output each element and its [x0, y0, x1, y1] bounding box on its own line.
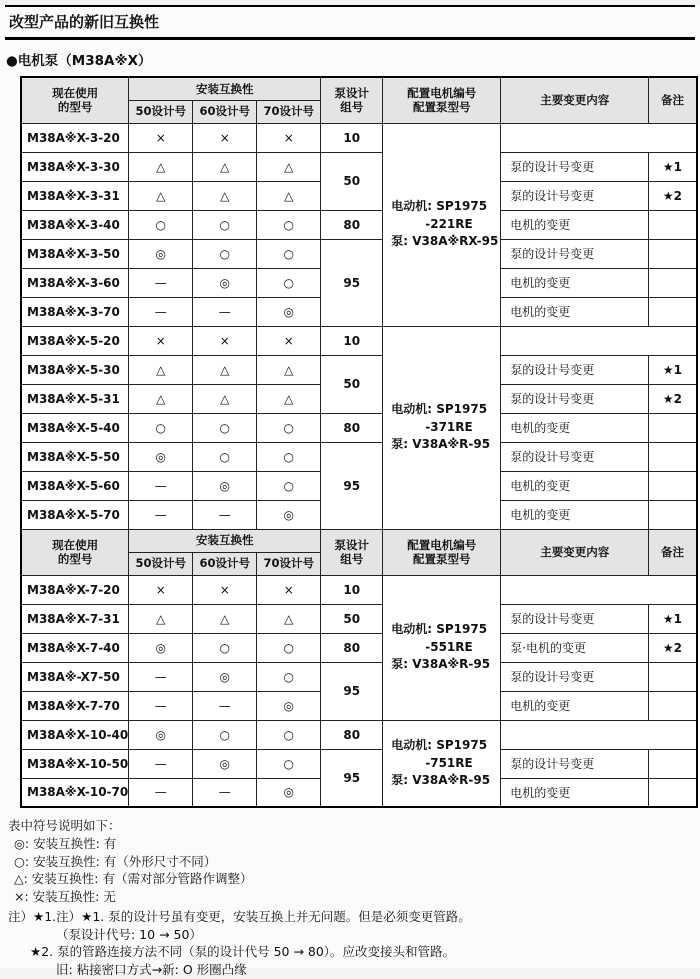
compat-symbol-cell: ○	[193, 442, 257, 471]
compat-symbol-cell: △	[129, 384, 193, 413]
compat-symbol-cell: ◎	[129, 720, 193, 749]
config-line: -751RE	[425, 755, 473, 770]
model-cell: M38A※X-5-70	[21, 500, 129, 529]
pump-group-cell: 80	[321, 210, 383, 239]
legend-item: ×: 安装互换性: 无	[14, 889, 116, 904]
compat-symbol-cell: ×	[129, 326, 193, 355]
notes	[8, 908, 700, 979]
compat-symbol-cell: ◎	[193, 471, 257, 500]
compat-symbol-cell: ×	[193, 326, 257, 355]
diagonal-cell	[501, 123, 697, 152]
compat-symbol-cell: ○	[193, 239, 257, 268]
compat-symbol-cell: △	[193, 384, 257, 413]
compat-symbol-cell: ○	[257, 442, 321, 471]
table-row	[21, 633, 697, 662]
change-cell: 泵的设计号变更	[501, 181, 649, 210]
table-row	[21, 123, 697, 152]
col-header-model: 现在使用 的型号	[21, 77, 129, 123]
pump-group-cell: 95	[321, 239, 383, 326]
table-row	[21, 604, 697, 633]
remark-cell	[649, 239, 697, 268]
col-header-design50: 50设计号	[129, 100, 193, 123]
change-cell: 电机的变更	[501, 297, 649, 326]
table-row	[21, 326, 697, 355]
change-cell: 泵的设计号变更	[501, 355, 649, 384]
config-line: -371RE	[425, 419, 473, 434]
compat-symbol-cell: —	[129, 778, 193, 807]
compat-symbol-cell: △	[129, 604, 193, 633]
compat-symbol-cell: —	[129, 662, 193, 691]
change-cell: 泵的设计号变更	[501, 442, 649, 471]
change-cell: 电机的变更	[501, 691, 649, 720]
compat-symbol-cell: ○	[193, 210, 257, 239]
compat-symbol-cell: —	[193, 778, 257, 807]
col-header-design60: 60设计号	[193, 100, 257, 123]
remark-cell	[649, 442, 697, 471]
compat-symbol-cell: —	[129, 268, 193, 297]
table-row	[21, 413, 697, 442]
model-cell: M38A※X-3-60	[21, 268, 129, 297]
col-header-remark: 备注	[649, 77, 697, 123]
table-row	[21, 152, 697, 181]
config-cell	[383, 575, 501, 720]
table-row	[21, 575, 697, 604]
note-line: 旧: 粘接密口方式→新: O 形圈凸缘	[56, 962, 247, 977]
symbol-legend	[8, 817, 700, 906]
table-header-row	[21, 529, 697, 552]
remark-cell: ★1	[649, 604, 697, 633]
remark-cell	[649, 297, 697, 326]
legend-intro: 表中符号说明如下：	[8, 818, 121, 833]
table-row	[21, 442, 697, 471]
compat-symbol-cell: ×	[129, 575, 193, 604]
config-cell	[383, 123, 501, 326]
model-cell: M38A※X-5-30	[21, 355, 129, 384]
model-cell: M38A※X-3-70	[21, 297, 129, 326]
compat-symbol-cell: ×	[193, 575, 257, 604]
model-cell: M38A※X-5-20	[21, 326, 129, 355]
compat-symbol-cell: —	[193, 691, 257, 720]
remark-cell: ★1	[649, 152, 697, 181]
col-header-model: 现在使用 的型号	[21, 529, 129, 575]
compat-symbol-cell: △	[129, 152, 193, 181]
compat-symbol-cell: —	[129, 691, 193, 720]
pump-group-cell: 80	[321, 633, 383, 662]
compat-symbol-cell: ○	[257, 749, 321, 778]
remark-cell	[649, 413, 697, 442]
remark-cell	[649, 268, 697, 297]
config-line: 泵: V38A※R-95	[391, 657, 491, 672]
compat-symbol-cell: —	[193, 297, 257, 326]
table-header-row	[21, 77, 697, 100]
model-cell: M38A※X-5-50	[21, 442, 129, 471]
change-cell: 电机的变更	[501, 210, 649, 239]
page-title: 改型产品的新旧互换性	[5, 5, 695, 40]
config-line: -551RE	[425, 639, 473, 654]
config-line: 电动机: SP1975	[391, 738, 488, 753]
compat-symbol-cell: ×	[193, 123, 257, 152]
pump-group-cell: 95	[321, 749, 383, 807]
remark-cell	[649, 500, 697, 529]
table-row	[21, 355, 697, 384]
remark-cell: ★2	[649, 633, 697, 662]
model-cell: M38A※X-7-70	[21, 691, 129, 720]
col-header-design50: 50设计号	[129, 552, 193, 575]
table-row	[21, 239, 697, 268]
pump-group-cell: 80	[321, 413, 383, 442]
footer	[8, 817, 700, 979]
compat-table	[20, 76, 698, 808]
col-header-config: 配置电机编号 配置泵型号	[383, 77, 501, 123]
compat-symbol-cell: △	[257, 604, 321, 633]
pump-group-cell: 10	[321, 123, 383, 152]
compat-symbol-cell: △	[257, 181, 321, 210]
config-line: 泵: V38A※RX-95	[391, 234, 499, 249]
compat-symbol-cell: △	[193, 604, 257, 633]
remark-cell	[649, 210, 697, 239]
remark-cell	[649, 691, 697, 720]
legend-item: ◎: 安装互换性: 有	[14, 835, 117, 851]
change-cell: 电机的变更	[501, 268, 649, 297]
table-row	[21, 749, 697, 778]
compat-symbol-cell: ○	[257, 720, 321, 749]
compat-symbol-cell: △	[193, 355, 257, 384]
col-header-pump-group: 泵设计 组号	[321, 77, 383, 123]
pump-group-cell: 10	[321, 326, 383, 355]
pump-group-cell: 80	[321, 720, 383, 749]
compat-symbol-cell: ◎	[193, 268, 257, 297]
compat-symbol-cell: ○	[257, 471, 321, 500]
change-cell: 泵的设计号变更	[501, 604, 649, 633]
compat-symbol-cell: ×	[257, 575, 321, 604]
model-cell: M38A※X-3-40	[21, 210, 129, 239]
config-cell	[383, 326, 501, 529]
compat-symbol-cell: △	[257, 152, 321, 181]
remark-cell	[649, 662, 697, 691]
change-cell: 泵的设计号变更	[501, 662, 649, 691]
compat-symbol-cell: ○	[257, 268, 321, 297]
col-header-changes: 主要变更内容	[501, 77, 649, 123]
section-title: ●电机泵（M38A※X）	[6, 53, 152, 69]
pump-group-cell: 50	[321, 152, 383, 210]
compat-symbol-cell: ○	[129, 413, 193, 442]
compat-symbol-cell: △	[257, 355, 321, 384]
compat-symbol-cell: ×	[257, 123, 321, 152]
compat-symbol-cell: ○	[257, 413, 321, 442]
remark-cell	[649, 749, 697, 778]
change-cell: 电机的变更	[501, 413, 649, 442]
col-header-design70: 70设计号	[257, 552, 321, 575]
pump-group-cell: 10	[321, 575, 383, 604]
col-header-install: 安装互换性	[129, 77, 321, 100]
change-cell: 泵的设计号变更	[501, 152, 649, 181]
document	[0, 5, 700, 977]
compat-symbol-cell: ×	[257, 326, 321, 355]
col-header-design70: 70设计号	[257, 100, 321, 123]
legend-item: ○: 安装互换性: 有（外形尺寸不同）	[14, 853, 217, 869]
model-cell: M38A※X-10-70	[21, 778, 129, 807]
model-cell: M38A※X-5-31	[21, 384, 129, 413]
compat-symbol-cell: ○	[193, 720, 257, 749]
pump-group-cell: 50	[321, 604, 383, 633]
change-cell: 电机的变更	[501, 500, 649, 529]
compat-symbol-cell: ◎	[193, 662, 257, 691]
model-cell: M38A※-X7-50	[21, 662, 129, 691]
diagonal-cell	[501, 575, 697, 604]
table-row	[21, 720, 697, 749]
remark-cell	[649, 778, 697, 807]
change-cell: 泵的设计号变更	[501, 384, 649, 413]
model-cell: M38A※X-5-60	[21, 471, 129, 500]
compat-symbol-cell: ○	[257, 210, 321, 239]
compat-symbol-cell: ◎	[129, 633, 193, 662]
model-cell: M38A※X-7-31	[21, 604, 129, 633]
config-line: -221RE	[425, 216, 473, 231]
remark-cell: ★2	[649, 384, 697, 413]
col-header-remark: 备注	[649, 529, 697, 575]
note-line: 注）★1.注）★1. 泵的设计号虽有变更，安装互换上并无问题。但是必须变更管路。	[8, 908, 471, 924]
config-line: 电动机: SP1975	[391, 402, 488, 417]
note-line: （泵设计代号: 10 → 50）	[56, 926, 202, 942]
col-header-install: 安装互换性	[129, 529, 321, 552]
compat-symbol-cell: —	[129, 749, 193, 778]
compat-symbol-cell: ◎	[257, 297, 321, 326]
config-line: 电动机: SP1975	[391, 199, 488, 214]
note-line: ★2. 泵的管路连接方法不同（泵的设计代号 50 → 80）。应改变接头和管路。	[30, 944, 456, 960]
pump-group-cell: 95	[321, 662, 383, 720]
model-cell: M38A※X-3-31	[21, 181, 129, 210]
compat-symbol-cell: ○	[193, 633, 257, 662]
compat-symbol-cell: ◎	[129, 239, 193, 268]
config-line: 泵: V38A※R-95	[391, 437, 491, 452]
compat-symbol-cell: —	[129, 297, 193, 326]
change-cell: 电机的变更	[501, 471, 649, 500]
pump-group-cell: 50	[321, 355, 383, 413]
compat-symbol-cell: △	[129, 181, 193, 210]
table-row	[21, 210, 697, 239]
col-header-config: 配置电机编号 配置泵型号	[383, 529, 501, 575]
config-line: 电动机: SP1975	[391, 622, 488, 637]
model-cell: M38A※X-5-40	[21, 413, 129, 442]
model-cell: M38A※X-3-30	[21, 152, 129, 181]
model-cell: M38A※X-3-50	[21, 239, 129, 268]
compat-symbol-cell: ○	[129, 210, 193, 239]
compat-symbol-cell: △	[193, 152, 257, 181]
col-header-changes: 主要变更内容	[501, 529, 649, 575]
compat-symbol-cell: —	[129, 471, 193, 500]
compat-symbol-cell: ◎	[257, 778, 321, 807]
pump-group-cell: 95	[321, 442, 383, 529]
change-cell: 电机的变更	[501, 778, 649, 807]
model-cell: M38A※X-3-20	[21, 123, 129, 152]
col-header-design60: 60设计号	[193, 552, 257, 575]
change-cell: 泵的设计号变更	[501, 749, 649, 778]
compat-symbol-cell: ×	[129, 123, 193, 152]
diagonal-cell	[501, 326, 697, 355]
col-header-pump-group: 泵设计 组号	[321, 529, 383, 575]
compat-symbol-cell: —	[129, 500, 193, 529]
table-row	[21, 662, 697, 691]
compat-symbol-cell: △	[193, 181, 257, 210]
model-cell: M38A※X-10-40	[21, 720, 129, 749]
compat-symbol-cell: ○	[257, 662, 321, 691]
compat-symbol-cell: ○	[193, 413, 257, 442]
model-cell: M38A※X-7-20	[21, 575, 129, 604]
model-cell: M38A※X-10-50	[21, 749, 129, 778]
compat-table-body	[21, 77, 697, 807]
change-cell: 泵·电机的变更	[501, 633, 649, 662]
remark-cell	[649, 471, 697, 500]
compat-symbol-cell: △	[129, 355, 193, 384]
compat-symbol-cell: △	[257, 384, 321, 413]
compat-symbol-cell: ◎	[193, 749, 257, 778]
compat-symbol-cell: ○	[257, 633, 321, 662]
remark-cell: ★1	[649, 355, 697, 384]
config-line: 泵: V38A※R-95	[391, 772, 491, 787]
compat-symbol-cell: ○	[257, 239, 321, 268]
compat-symbol-cell: ◎	[257, 691, 321, 720]
remark-cell: ★2	[649, 181, 697, 210]
diagonal-cell	[501, 720, 697, 749]
compat-symbol-cell: ◎	[129, 442, 193, 471]
compat-symbol-cell: —	[193, 500, 257, 529]
compat-symbol-cell: ◎	[257, 500, 321, 529]
model-cell: M38A※X-7-40	[21, 633, 129, 662]
legend-item: △: 安装互换性: 有（需对部分管路作调整）	[14, 871, 253, 887]
change-cell: 泵的设计号变更	[501, 239, 649, 268]
config-cell	[383, 720, 501, 807]
